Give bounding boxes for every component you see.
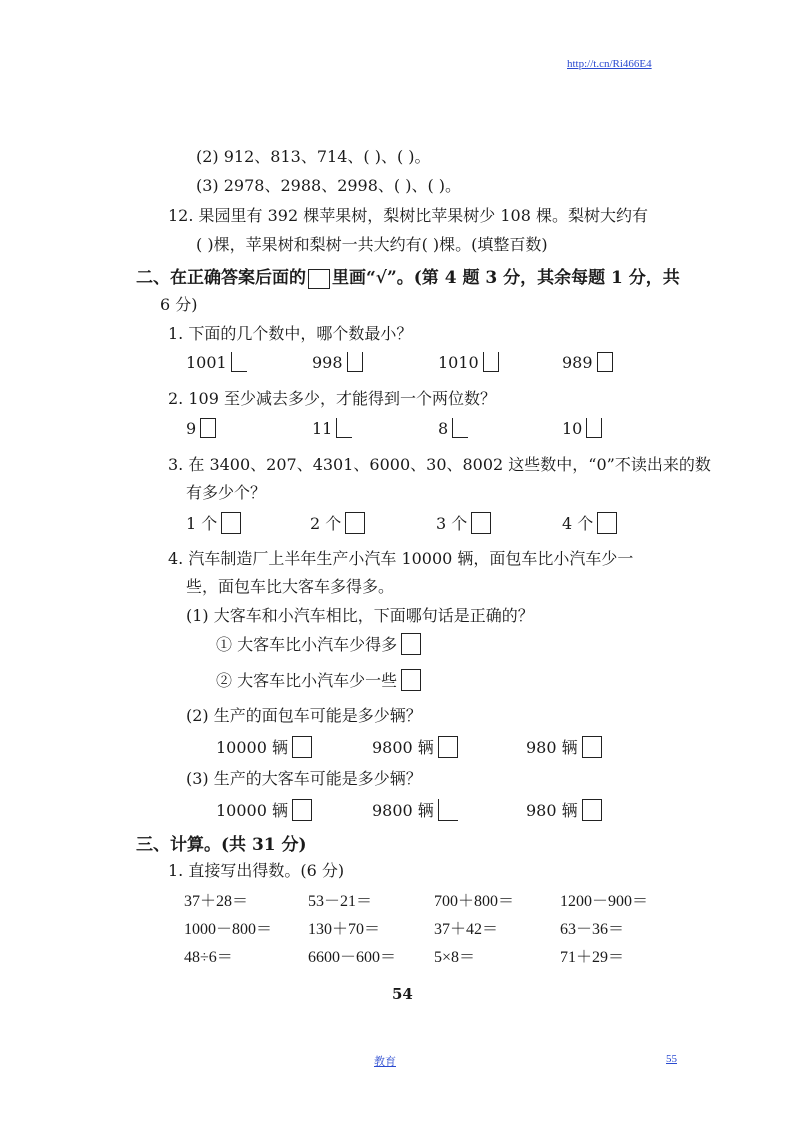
option-label: 11	[312, 418, 333, 438]
answer-box[interactable]	[231, 352, 247, 372]
s2q1-option-3	[438, 352, 499, 372]
answer-box[interactable]	[483, 352, 499, 372]
footer-link[interactable]: 教育	[374, 1056, 396, 1068]
s2q4-question-b: 些，面包车比大客车多得多。	[186, 577, 395, 596]
s2q4-sub3-option-3	[526, 798, 602, 821]
s2q4-sub3-option-1	[216, 798, 312, 821]
calc-item: 63－36＝	[560, 921, 625, 938]
option-label: 4 个	[562, 514, 594, 533]
option-label: ① 大客车比小汽车少得多	[216, 635, 398, 654]
s2q2-option-4	[562, 418, 602, 438]
footer-page-link[interactable]: 55	[666, 1053, 677, 1065]
answer-box[interactable]	[345, 512, 365, 534]
s2q2-option-2	[312, 418, 352, 438]
s2q4-question-a: 4. 汽车制造厂上半年生产小汽车 10000 辆，面包车比小汽车少一	[168, 549, 634, 568]
option-label: 9	[186, 418, 197, 438]
answer-box[interactable]	[438, 799, 458, 821]
answer-box[interactable]	[582, 799, 602, 821]
answer-box[interactable]	[336, 418, 352, 438]
s2q3-option-4	[562, 511, 617, 534]
option-label: 10000 辆	[216, 801, 288, 820]
s2q1-option-2	[312, 352, 363, 372]
s2q1-question: 1. 下面的几个数中，哪个数最小？	[168, 324, 413, 343]
option-label: 10	[562, 418, 583, 438]
answer-box[interactable]	[347, 352, 363, 372]
calc-item: 6600－600＝	[308, 949, 397, 966]
option-label: 2 个	[310, 514, 342, 533]
q11-line2: (2) 912、813、714、( )、( )。	[196, 147, 431, 166]
option-label: 9800 辆	[372, 738, 434, 757]
answer-box[interactable]	[586, 418, 602, 438]
s2q4-sub1: (1) 大客车和小汽车相比，下面哪句话是正确的？	[186, 606, 534, 625]
option-label: 10000 辆	[216, 738, 288, 757]
calc-item: 71＋29＝	[560, 949, 625, 966]
option-label: 9800 辆	[372, 801, 434, 820]
section2-title-a: 二、在正确答案后面的	[136, 268, 306, 288]
answer-box[interactable]	[292, 736, 312, 758]
option-label: 8	[438, 418, 449, 438]
answer-box[interactable]	[452, 418, 468, 438]
s2q3-option-3	[436, 511, 491, 534]
s2q4-sub2: (2) 生产的面包车可能是多少辆？	[186, 706, 422, 725]
option-label: 3 个	[436, 514, 468, 533]
option-label: 1001	[186, 352, 227, 372]
s2q2-option-3	[438, 418, 468, 438]
calc-item: 5×8＝	[434, 949, 476, 966]
blank-box-icon	[308, 269, 330, 289]
answer-box[interactable]	[471, 512, 491, 534]
answer-box[interactable]	[597, 512, 617, 534]
calc-grid	[184, 888, 704, 968]
s2q4-sub2-option-3	[526, 735, 602, 758]
s2q4-sub1-option-2	[216, 668, 421, 691]
q12-line2: ( )棵，苹果树和梨树一共大约有( )棵。(填整百数)	[196, 235, 548, 254]
s2q4-sub2-option-1	[216, 735, 312, 758]
s2q4-sub2-option-2	[372, 735, 458, 758]
answer-box[interactable]	[292, 799, 312, 821]
calc-item: 48÷6＝	[184, 949, 233, 966]
option-label: ② 大客车比小汽车少一些	[216, 671, 398, 690]
page-number: 54	[392, 985, 413, 1003]
option-label: 998	[312, 352, 343, 372]
q12-line1: 12. 果园里有 392 棵苹果树，梨树比苹果树少 108 棵。梨树大约有	[168, 206, 648, 225]
section2-title-c: 6 分)	[160, 295, 198, 314]
s2q1-option-1	[186, 352, 247, 372]
answer-box[interactable]	[597, 352, 613, 372]
answer-box[interactable]	[221, 512, 241, 534]
s2q3-option-2	[310, 511, 365, 534]
option-label: 989	[562, 352, 593, 372]
s2q2-option-1	[186, 418, 216, 438]
calc-item: 37＋42＝	[434, 921, 499, 938]
calc-item: 53－21＝	[308, 893, 373, 910]
option-label: 980 辆	[526, 801, 578, 820]
s2q3-question-b: 有多少个？	[186, 483, 267, 502]
header-link[interactable]: http://t.cn/Ri466E4	[567, 58, 652, 70]
option-label: 1 个	[186, 514, 218, 533]
calc-item: 700＋800＝	[434, 893, 515, 910]
s2q3-question-a: 3. 在 3400、207、4301、6000、30、8002 这些数中，“0”不读出来的数	[168, 455, 711, 474]
answer-box[interactable]	[401, 633, 421, 655]
q11-line3: (3) 2978、2988、2998、( )、( )。	[196, 176, 462, 195]
answer-box[interactable]	[582, 736, 602, 758]
s2q4-sub3: (3) 生产的大客车可能是多少辆？	[186, 769, 422, 788]
section3-title: 三、计算。(共 31 分)	[136, 835, 307, 855]
answer-box[interactable]	[401, 669, 421, 691]
answer-box[interactable]	[200, 418, 216, 438]
s2q3-option-1	[186, 511, 241, 534]
calc-item: 37＋28＝	[184, 893, 249, 910]
s2q4-sub3-option-2	[372, 798, 458, 821]
s2q1-option-4	[562, 352, 613, 372]
option-label: 1010	[438, 352, 479, 372]
calc-item: 130＋70＝	[308, 921, 381, 938]
s3q1-title: 1. 直接写出得数。(6 分)	[168, 861, 345, 880]
s2q2-question: 2. 109 至少减去多少，才能得到一个两位数？	[168, 389, 496, 408]
answer-box[interactable]	[438, 736, 458, 758]
calc-item: 1200－900＝	[560, 893, 649, 910]
s2q4-sub1-option-1	[216, 632, 421, 655]
section2-title	[136, 263, 680, 289]
calc-item: 1000－800＝	[184, 921, 273, 938]
option-label: 980 辆	[526, 738, 578, 757]
section2-title-b: 里画“√”。(第 4 题 3 分，其余每题 1 分，共	[332, 268, 680, 288]
